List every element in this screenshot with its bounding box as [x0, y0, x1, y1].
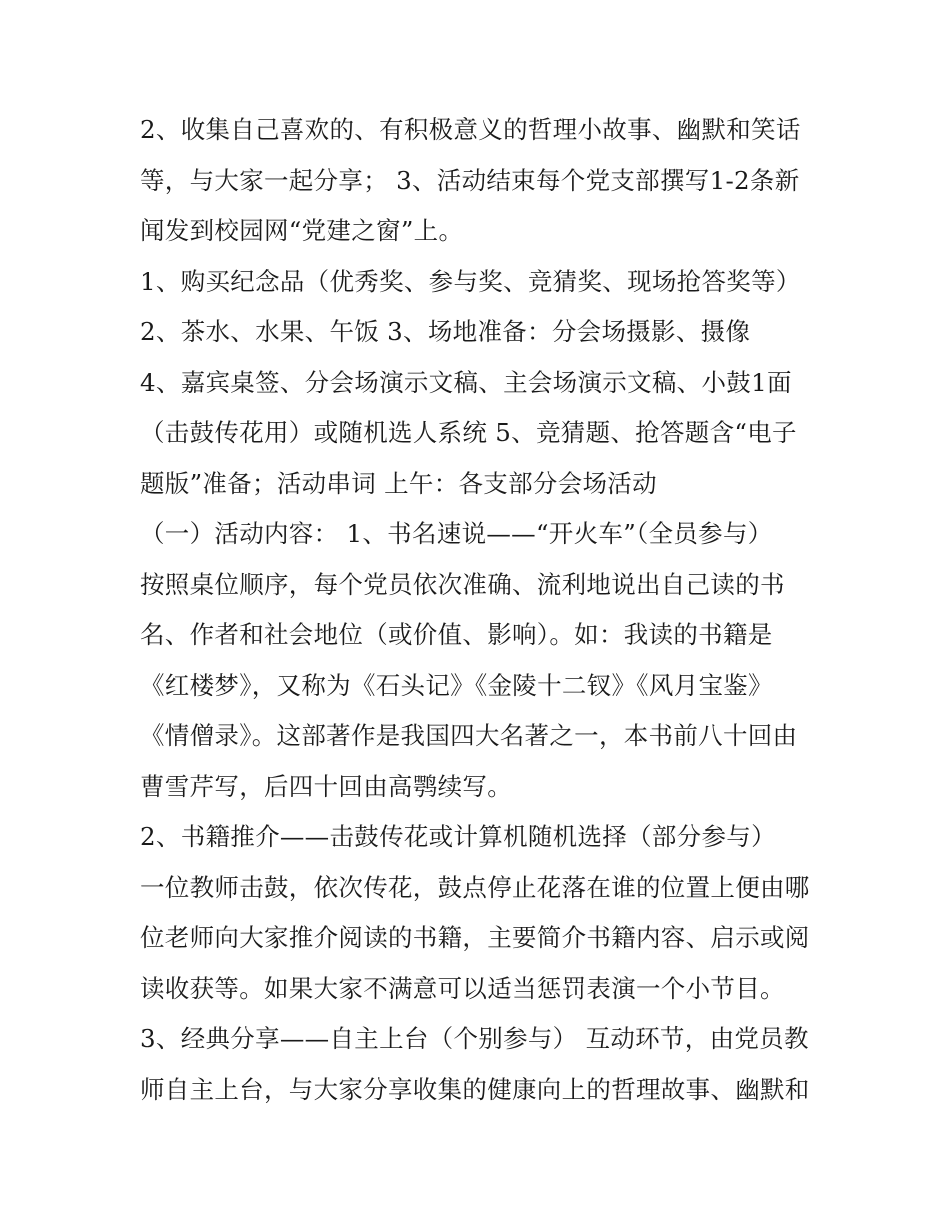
text-line: 2、书籍推介——击鼓传花或计算机随机选择（部分参与）: [140, 822, 776, 851]
text-line: 名、作者和社会地位（或价值、影响）。如：我读的书籍是: [140, 620, 773, 649]
text-line: 2、收集自己喜欢的、有积极意义的哲理小故事、幽默和笑话: [140, 115, 801, 144]
text-line: 3、经典分享——自主上台（个别参与） 互动环节，由党员教: [140, 1024, 809, 1053]
text-line: 读收获等。如果大家不满意可以适当惩罚表演一个小节目。: [140, 973, 785, 1003]
text-line: 一位教师击鼓，依次传花，鼓点停止花落在谁的位置上便由哪: [140, 872, 810, 902]
text-line: 1、购买纪念品（优秀奖、参与奖、竞猜奖、现场抢答奖等）: [140, 266, 801, 296]
text-line: 位老师向大家推介阅读的书籍，主要简介书籍内容、启示或阅: [140, 923, 810, 952]
text-line: （击鼓传花用）或随机选人系统 5、竞猜题、抢答题含“电子: [140, 418, 797, 447]
text-line: 曹雪芹写，后四十回由高鹗续写。: [140, 771, 512, 801]
text-line: （一）活动内容： 1、书名速说——“开火车”（全员参与）: [140, 519, 773, 548]
text-line: 题版”准备；活动串词 上午：各支部分会场活动: [140, 468, 657, 498]
document-body: [140, 105, 840, 1115]
text-line: 4、嘉宾桌签、分会场演示文稿、主会场演示文稿、小鼓1面: [140, 367, 792, 397]
text-line: 按照桌位顺序，每个党员依次准确、流利地说出自己读的书: [140, 569, 785, 599]
text-line: 2、茶水、水果、午饭 3、场地准备：分会场摄影、摄像: [140, 317, 751, 346]
text-line: 闻发到校园网“党建之窗”上。: [140, 216, 464, 245]
text-line: 等，与大家一起分享； 3、活动结束每个党支部撰写1-2条新: [140, 165, 800, 195]
text-line: 《红楼梦》，又称为《石头记》《金陵十二钗》《风月宝鉴》: [140, 670, 773, 700]
text-line: 师自主上台，与大家分享收集的健康向上的哲理故事、幽默和: [140, 1074, 810, 1104]
text-line: 《情僧录》。这部著作是我国四大名著之一，本书前八十回由: [140, 721, 798, 750]
